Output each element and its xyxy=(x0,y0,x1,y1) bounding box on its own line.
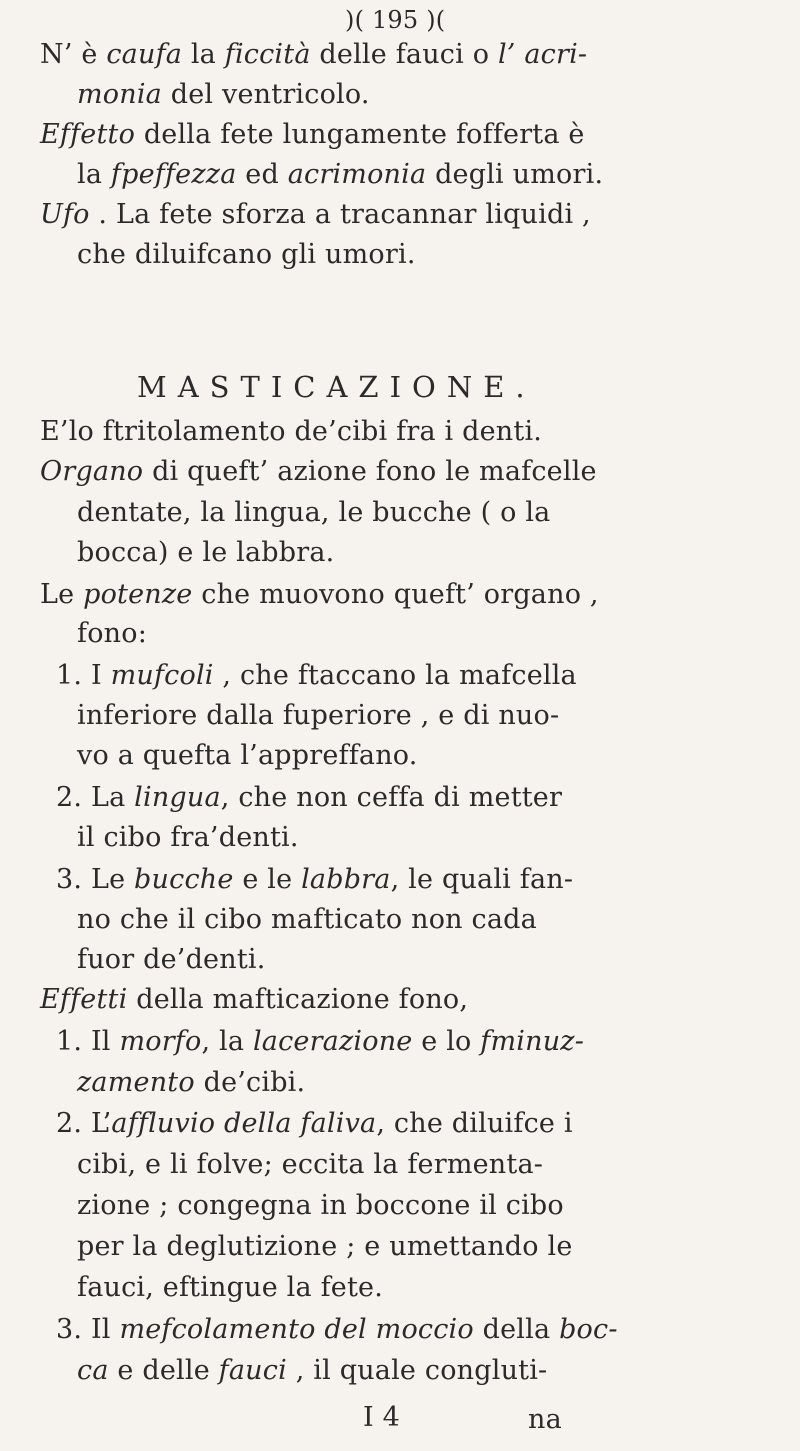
text-run: 2. La xyxy=(56,782,135,813)
text-run: de’cibi. xyxy=(194,1067,306,1098)
text-run: di queft’ azione fono le mafcelle xyxy=(143,456,597,487)
italic-term: ficcità xyxy=(224,39,311,70)
text-line xyxy=(77,1271,383,1305)
text-run: zione ; congegna in boccone il cibo xyxy=(77,1190,564,1221)
text-run: la xyxy=(182,39,225,70)
italic-term: zamento xyxy=(77,1067,195,1098)
italic-term: fpeffezza xyxy=(110,159,237,190)
italic-term: lacerazione xyxy=(252,1026,413,1057)
text-line xyxy=(77,1230,573,1264)
italic-term: boc- xyxy=(559,1314,618,1345)
italic-term: l’ acri- xyxy=(497,39,588,70)
text-line xyxy=(56,659,577,693)
italic-term: morfo xyxy=(119,1026,202,1057)
text-line xyxy=(56,863,573,897)
text-line xyxy=(40,38,587,72)
text-line xyxy=(77,1189,564,1223)
text-line xyxy=(56,1313,618,1347)
text-line xyxy=(77,739,418,773)
text-line xyxy=(77,496,550,530)
text-run: vo a quefta l’appreffano. xyxy=(77,740,418,771)
italic-term: Ufo xyxy=(40,199,90,230)
text-line xyxy=(77,78,370,112)
text-run: della mafticazione fono, xyxy=(127,984,469,1015)
italic-term: labbra xyxy=(301,864,391,895)
text-run: e le xyxy=(233,864,302,895)
italic-term: acrimonia xyxy=(287,159,427,190)
text-run: , le quali fan- xyxy=(390,864,574,895)
text-run: , che non ceffa di metter xyxy=(220,782,563,813)
page-number: )( 195 )( xyxy=(345,6,446,34)
text-run: fuor de’denti. xyxy=(77,944,266,975)
italic-term: caufa xyxy=(106,39,183,70)
text-line xyxy=(77,1148,543,1182)
text-run: no che il cibo mafticato non cada xyxy=(77,904,537,935)
text-line xyxy=(40,578,599,612)
text-run: delle fauci o xyxy=(310,39,498,70)
text-line xyxy=(40,983,468,1017)
italic-term: Effetti xyxy=(40,984,128,1015)
text-run: N’ è xyxy=(40,39,107,70)
text-line xyxy=(56,1025,584,1059)
text-run: E’lo ftritolamento de’cibi fra i denti. xyxy=(40,416,543,447)
text-run: cibi, e li folve; eccita la fermenta- xyxy=(77,1149,544,1180)
text-line xyxy=(77,1066,305,1100)
text-line xyxy=(77,903,537,937)
signature-mark: I 4 xyxy=(363,1402,401,1433)
text-run: fauci, eftingue la fete. xyxy=(77,1272,383,1303)
text-run: che diluifcano gli umori. xyxy=(77,239,416,270)
text-run: , che ftaccano la mafcella xyxy=(213,660,577,691)
italic-term: monia xyxy=(77,79,162,110)
text-line xyxy=(77,1354,547,1388)
text-line xyxy=(40,455,597,489)
text-run: della xyxy=(473,1314,560,1345)
text-line xyxy=(40,118,585,152)
italic-term: Effetto xyxy=(40,119,136,150)
text-run: la xyxy=(77,159,111,190)
text-run: della fete lungamente fofferta è xyxy=(135,119,585,150)
text-run: per la deglutizione ; e umettando le xyxy=(77,1231,573,1262)
italic-term: bucche xyxy=(134,864,234,895)
text-run: bocca) e le labbra. xyxy=(77,537,335,568)
text-run: che muovono queft’ organo , xyxy=(192,579,599,610)
text-run: il cibo fra’denti. xyxy=(77,822,299,853)
italic-term: mefcolamento del moccio xyxy=(119,1314,474,1345)
italic-term: affluvio della faliva xyxy=(111,1108,377,1139)
text-run: 1. Il xyxy=(56,1026,120,1057)
text-run: . La fete sforza a tracannar liquidi , xyxy=(89,199,591,230)
text-run: 1. I xyxy=(56,660,111,691)
section-heading: MASTICAZIONE. xyxy=(137,370,536,404)
italic-term: fminuz- xyxy=(480,1026,585,1057)
text-line xyxy=(77,699,559,733)
text-run: 2. L’ xyxy=(56,1108,112,1139)
text-run: e lo xyxy=(412,1026,481,1057)
text-run: fono: xyxy=(77,618,147,649)
italic-term: Organo xyxy=(40,456,144,487)
text-run: , che diluifce i xyxy=(376,1108,573,1139)
text-run: del ventricolo. xyxy=(161,79,370,110)
italic-term: mufcoli xyxy=(110,660,214,691)
text-line xyxy=(77,821,299,855)
italic-term: ca xyxy=(77,1355,109,1386)
text-run: dentate, la lingua, le bucche ( o la xyxy=(77,497,551,528)
text-run: degli umori. xyxy=(426,159,604,190)
text-run: ed xyxy=(236,159,288,190)
text-line xyxy=(77,617,147,651)
text-run: e delle xyxy=(108,1355,219,1386)
text-run: Le xyxy=(40,579,84,610)
italic-term: lingua xyxy=(134,782,221,813)
italic-term: potenze xyxy=(83,579,193,610)
text-run: , la xyxy=(201,1026,253,1057)
text-run: 3. Le xyxy=(56,864,135,895)
text-line xyxy=(77,943,266,977)
text-run: inferiore dalla fuperiore , e di nuo- xyxy=(77,700,560,731)
text-line xyxy=(40,198,591,232)
text-line xyxy=(56,781,562,815)
text-line xyxy=(77,238,416,272)
italic-term: fauci xyxy=(218,1355,287,1386)
text-run: , il quale congluti- xyxy=(286,1355,548,1386)
text-line xyxy=(77,158,603,192)
text-run: 3. Il xyxy=(56,1314,120,1345)
text-line xyxy=(40,415,542,449)
text-line xyxy=(77,536,334,570)
catchword: na xyxy=(528,1404,562,1435)
text-line xyxy=(56,1107,573,1141)
